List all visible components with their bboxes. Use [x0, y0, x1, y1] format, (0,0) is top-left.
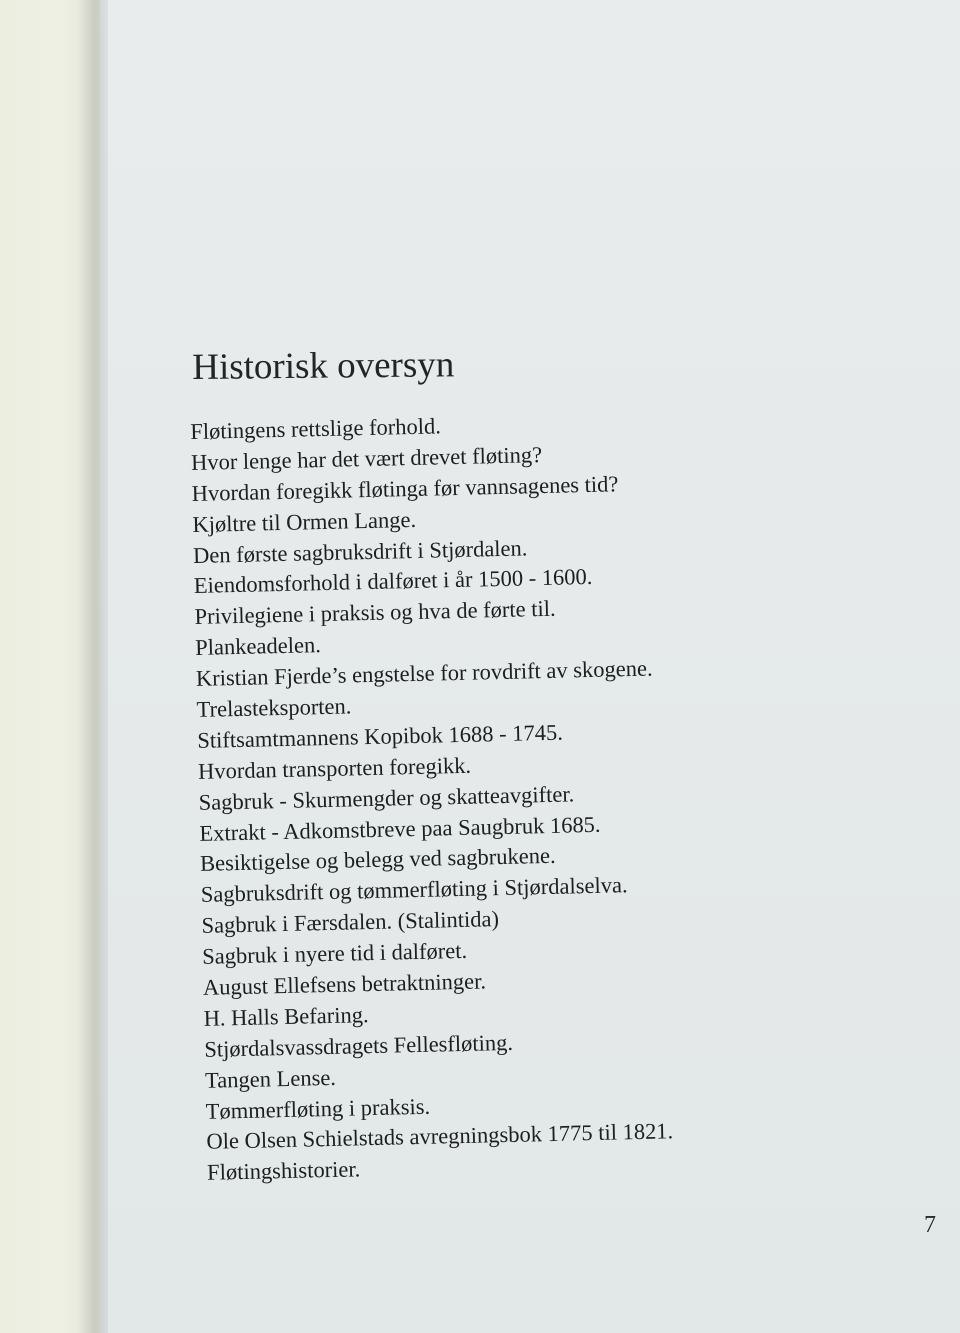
toc-item: Fløtingshistorier. — [206, 1156, 361, 1186]
toc-item: Den første sagbruksdrift i Stjørdalen. — [192, 534, 528, 568]
toc-item: Hvor lenge har det vært drevet fløting? — [190, 441, 543, 475]
toc-item: Extrakt - Adkomstbreve paa Saugbruk 1685. — [199, 811, 601, 846]
page-title: Historisk oversyn — [192, 344, 455, 388]
toc-item: Eiendomsforhold i dalføret i år 1500 - 1600. — [193, 564, 593, 599]
toc-item: H. Halls Befaring. — [203, 1002, 369, 1031]
toc-item: Hvordan transporten foregikk. — [197, 752, 472, 784]
toc-item: Kjøltre til Ormen Lange. — [192, 506, 417, 537]
page-number: 7 — [924, 1212, 936, 1238]
toc-item: Sagbruk - Skurmengder og skatteavgifter. — [198, 781, 575, 815]
toc-item: Tangen Lense. — [204, 1064, 337, 1093]
toc-item: Plankeadelen. — [194, 632, 322, 661]
toc-item: Sagbruk i nyere tid i dalføret. — [201, 937, 468, 969]
toc-item: Tømmerfløting i praksis. — [205, 1093, 431, 1124]
toc-item: Stjørdalsvassdragets Fellesfløting. — [204, 1029, 514, 1062]
toc-item: Hvordan foregikk fløtinga før vannsagenes tid? — [191, 471, 619, 506]
toc-item: Besiktigelse og belegg ved sagbrukene. — [199, 843, 556, 877]
toc-item: Trelasteksporten. — [196, 693, 352, 722]
toc-item: Ole Olsen Schielstads avregningsbok 1775 til 1821. — [206, 1118, 674, 1155]
toc-item: August Ellefsens betraktninger. — [202, 968, 487, 1000]
book-gutter — [78, 0, 108, 1333]
toc-item: Sagbruk i Færsdalen. (Stalintida) — [201, 906, 500, 939]
toc-item: Privilegiene i praksis og hva de førte til. — [194, 596, 556, 630]
toc-item: Sagbruksdrift og tømmerfløting i Stjørdalselva. — [200, 872, 628, 908]
toc-item: Stiftsamtmannens Kopibok 1688 - 1745. — [197, 719, 564, 753]
toc-item: Kristian Fjerde’s engstelse for rovdrift av skogene. — [195, 655, 653, 692]
toc-item: Fløtingens rettslige forhold. — [190, 413, 442, 444]
table-of-contents — [190, 406, 674, 1189]
